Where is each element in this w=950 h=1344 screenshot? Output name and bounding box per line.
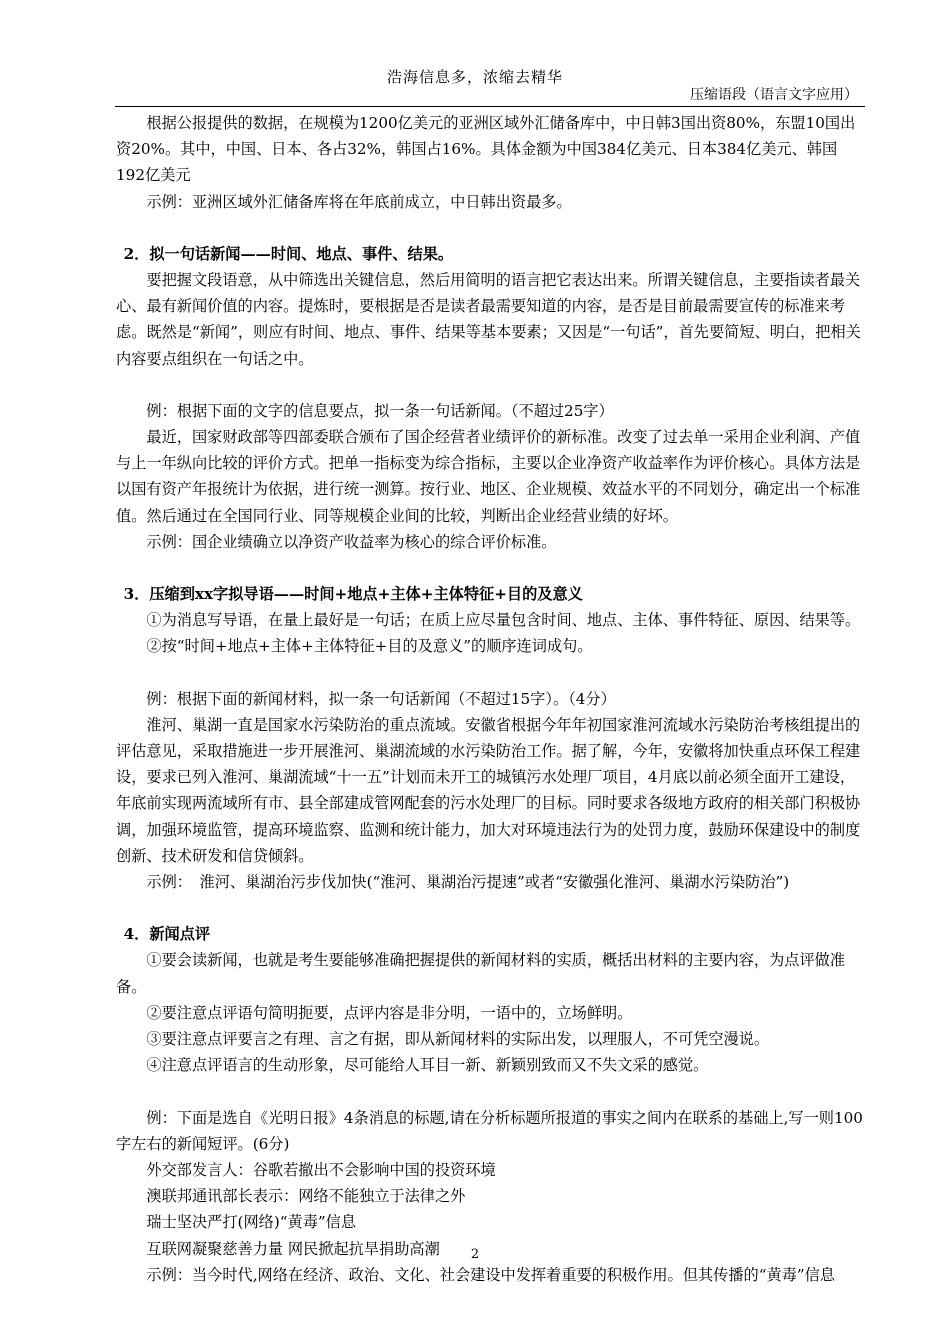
list-item: ①为消息写导语，在量上最好是一句话；在质上应尽量包含时间、地点、主体、事件特征、原因、结果等。: [146, 611, 861, 630]
paragraph: 要把握文段语意，从中筛选出关键信息，然后用简明的语言把它表达出来。所谓关键信息，主要指读者最关心、最有新闻价值的内容。提炼时，要根据是否是读者最需要知道的内容，是否是目前最需要宣传的标准来考虑。既然是“新闻”，则应有时间、地点、事件、结果等基本要素；又因是“一句话”，首先要简短、明白，把相关内容要点组织在一句话之中。: [116, 271, 861, 368]
paragraph: 根据公报提供的数据，在规模为1200亿美元的亚洲区域外汇储备库中，中日韩3国出资80%，东盟10国出资20%。其中，中国、日本、各占32%，韩国占16%。具体金额为中国384亿美元、日本384亿美元、韩国192亿美元: [116, 114, 856, 185]
example-answer: 示例：当今时代,网络在经济、政治、文化、社会建设中发挥着重要的积极作用。但其传播的“黄毒”信息: [146, 1265, 835, 1284]
header-motto: 浩海信息多，浓缩去精华: [386, 68, 563, 86]
spacer: [116, 1079, 866, 1105]
list-item: ②要注意点评语句简明扼要，点评内容是非分明，一语中的，立场鲜明。: [146, 1003, 633, 1022]
news-headline: 澳联邦通讯部长表示：网络不能独立于法律之外: [146, 1187, 466, 1206]
exercise-prompt: 例：根据下面的文字的信息要点，拟一条一句话新闻。（不超过25字）: [146, 401, 614, 420]
spacer: [116, 215, 866, 241]
header-section-title: 压缩语段（语言文字应用）: [690, 87, 858, 103]
section-heading: 4．新闻点评: [123, 925, 211, 944]
paragraph: 淮河、巢湖一直是国家水污染防治的重点流域。安徽省根据今年年初国家淮河流域水污染防治考核组提出的评估意见，采取措施进一步开展淮河、巢湖流域的水污染防治工作。据了解，今年，安徽将加快重点环保工程建设，要求已列入淮河、巢湖流域“十一五”计划而未开工的城镇污水处理厂项目，4月底以前必须全面开工建设，年底前实现两流域所有市、县全部建成管网配套的污水处理厂的目标。同时要求各级地方政府的相关部门积极协调，加强环境监管，提高环境监察、监测和统计能力，加大对环境违法行为的处罚力度，鼓励环保建设中的制度创新、技术研发和信贷倾斜。: [116, 715, 861, 865]
document-body: [116, 110, 866, 1288]
header-divider: [115, 106, 865, 107]
spacer: [116, 660, 866, 686]
list-item: ④注意点评语言的生动形象，尽可能给人耳目一新、新颖别致而又不失文采的感觉。: [146, 1056, 709, 1075]
spacer: [116, 895, 866, 921]
example-answer: 示例：国企业绩确立以净资产收益率为核心的综合评价标准。: [146, 532, 557, 551]
news-headline: 互联网凝聚慈善力量 网民掀起抗旱捐助高潮: [146, 1239, 440, 1258]
section-heading: 2．拟一句话新闻——时间、地点、事件、结果。: [123, 244, 454, 263]
paragraph: 最近，国家财政部等四部委联合颁布了国企经营者业绩评价的新标准。改变了过去单一采用企业利润、产值与上一年纵向比较的评价方式。把单一指标变为综合指标，主要以企业净资产收益率作为评价核心。具体方法是以国有资产年报统计为依据，进行统一测算。按行业、地区、企业规模、效益水平的不同划分，确定出一个标准值。然后通过在全国同行业、同等规模企业间的比较，判断出企业经营业绩的好坏。: [116, 428, 861, 525]
example-answer: 示例：亚洲区域外汇储备库将在年底前成立，中日韩出资最多。: [146, 192, 572, 211]
exercise-prompt: 例：下面是选自《光明日报》4条消息的标题,请在分析标题所报道的事实之间内在联系的基础上,写一则100字左右的新闻短评。(6分): [116, 1108, 863, 1153]
spacer: [116, 372, 866, 398]
news-headline: 瑞士坚决严打(网络)“黄毒”信息: [146, 1213, 357, 1232]
spacer: [116, 555, 866, 581]
list-item: ②按“时间+地点+主体+主体特征+目的及意义”的顺序连词成句。: [146, 637, 593, 656]
section-heading: 3．压缩到xx字拟导语——时间+地点+主体+主体特征+目的及意义: [123, 585, 583, 604]
news-headline: 外交部发言人：谷歌若撤出不会影响中国的投资环境: [146, 1160, 496, 1179]
page-number: 2: [470, 1247, 480, 1262]
exercise-prompt: 例：根据下面的新闻材料，拟一条一句话新闻（不超过15字）。（4分）: [146, 689, 616, 708]
example-answer: 示例： 淮河、巢湖治污步伐加快(“淮河、巢湖治污提速”或者“安徽强化淮河、巢湖水污染防治”): [146, 873, 790, 892]
list-item: ③要注意点评要言之有理、言之有据，即从新闻材料的实际出发，以理服人，不可凭空漫说。: [146, 1030, 770, 1049]
list-item: ①要会读新闻，也就是考生要能够准确把握提供的新闻材料的实质，概括出材料的主要内容，为点评做准备。: [116, 951, 846, 996]
